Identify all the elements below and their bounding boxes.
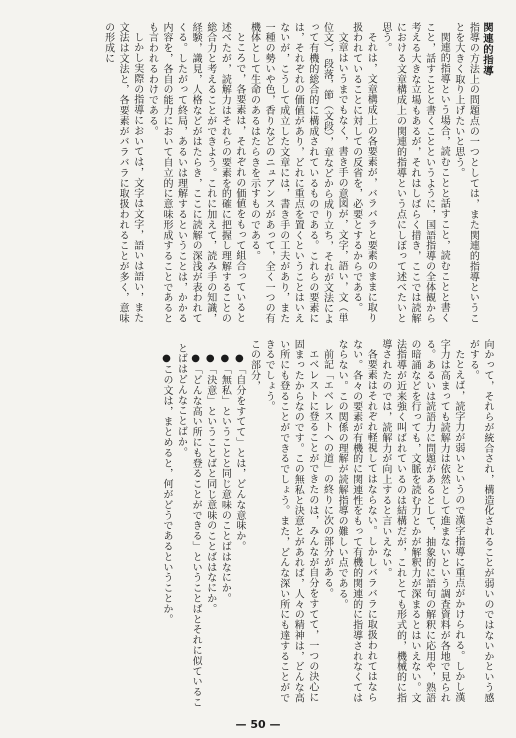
paragraph: 文章はいうまでもなく，書き手の意図が，文字，語い，文（単位文），段落，節（文段），章などから成り立ち，それが文法によって有機的総合的に構成されているものである。これらの要素には，それぞれの価値があり，どれに重点を置くということはいえないが，こうして成立した文章には，書き手の工夫があり，また一種の勢いや色，香りなどのニュアンスがあって，全く一つの有機体として生命のあるはたらきを示すものである。 bbox=[248, 22, 348, 324]
paragraph: 各要素はそれぞれ軽視してはならない。しかしバラバラに取扱われてはならない。各々の要素が有機的に関連性をもって有機的関連的に指導されなくてはならない。この関係の理解が読解指導の難しい点である。 bbox=[336, 339, 377, 703]
question-item: ●「どんな高い所にも登ることができる」ということばとそれに似ていることばはどんなことばか。 bbox=[175, 343, 202, 708]
paragraph: 関連的指導という場合，読むことと話すこと，読むことと書くこと，話すことと書くことというように，国語指導の全体観から考える大きな立場もあるが，それはしばらく措き，ここでは読解における文章構成上の関連的指導という点にしぼって述べたいと思う。 bbox=[379, 22, 450, 324]
section-heading: 関連的指導 bbox=[481, 22, 493, 76]
paragraph: 前記「エベレストへの道」の終りに次の部分がある。 bbox=[321, 349, 333, 599]
question-item: ●「決意」ということばと同じ意味のことばはなにか。 bbox=[204, 353, 216, 614]
question-item: ●「自分をすてて」とは，どんな意味か。 bbox=[233, 353, 245, 552]
paragraph: この部分， bbox=[248, 339, 260, 391]
paragraph: 向かって，それらが統合され，構造化されることが弱いのではないかという感がする。 bbox=[467, 339, 493, 703]
paragraph: しかし実際の指導においては，文字は文字，語いは語い，また文法は文法と，各要素がバラバラに取扱われることが多く，意味の形成に bbox=[102, 22, 143, 324]
paragraph: 指導の方法上の問題点の一つとしては，また関連的指導ということを大きく取り上げたいと思う。 bbox=[452, 22, 479, 324]
paragraph: それは，文章構成上の各要素が，バラバラと要素のままに取り扱われていることに対しての反省を，必要とするからである。 bbox=[350, 22, 377, 324]
paragraph: ところで，各要素は，それぞれの価値をもって組合っていると述べたが，読解力はそれらの要素を的確に把握し理解することの総合力と考えることができよう。これに加えて，読み手の知識，経験，識見，人格などがはたらき，ここに読解の深浅が表われてくる。したがって終局，あるいは理解するということは，かかる内容を，各自の能力において自立的に意味形成することであるとも言われるわけである。 bbox=[146, 22, 245, 324]
lower-text-column bbox=[18, 339, 494, 709]
question-item: ●「無私」ということと同じ意味のことばはなにか。 bbox=[219, 353, 231, 604]
quotation: エベレストに登ることができたのは，みんなが自分をすてて，一つの決心に固まったからなのです。この無私と決意とがあれば，人々の精神は，どんな高い所にも登ることができるでしょう。また，どんな深い所にも達することができるでしょう。 bbox=[263, 339, 318, 703]
paragraph: たとえば，読字力が弱いというので漢字指導に重点がかけられる。しかし漢字力は高まっても読解力は依然として進まないという調査資料が各地で見られる。あるいは読語力に問題があるとして，抽象的に語句の解釈に応用や，熟語の暗誦などを行っても，文脈を読む力とかが解釈力が深まるとはいえない。文法指導が近来強く叫ばれているのは結構だが，これとても形式的，機械的に指導されたのでは，読解力が向上すると言いえない。 bbox=[379, 339, 464, 703]
page-number: — 50 — bbox=[235, 718, 281, 731]
question-item: ●この文は，まとめると，何がどうであるということか。 bbox=[160, 353, 172, 625]
upper-text-column bbox=[18, 22, 494, 324]
